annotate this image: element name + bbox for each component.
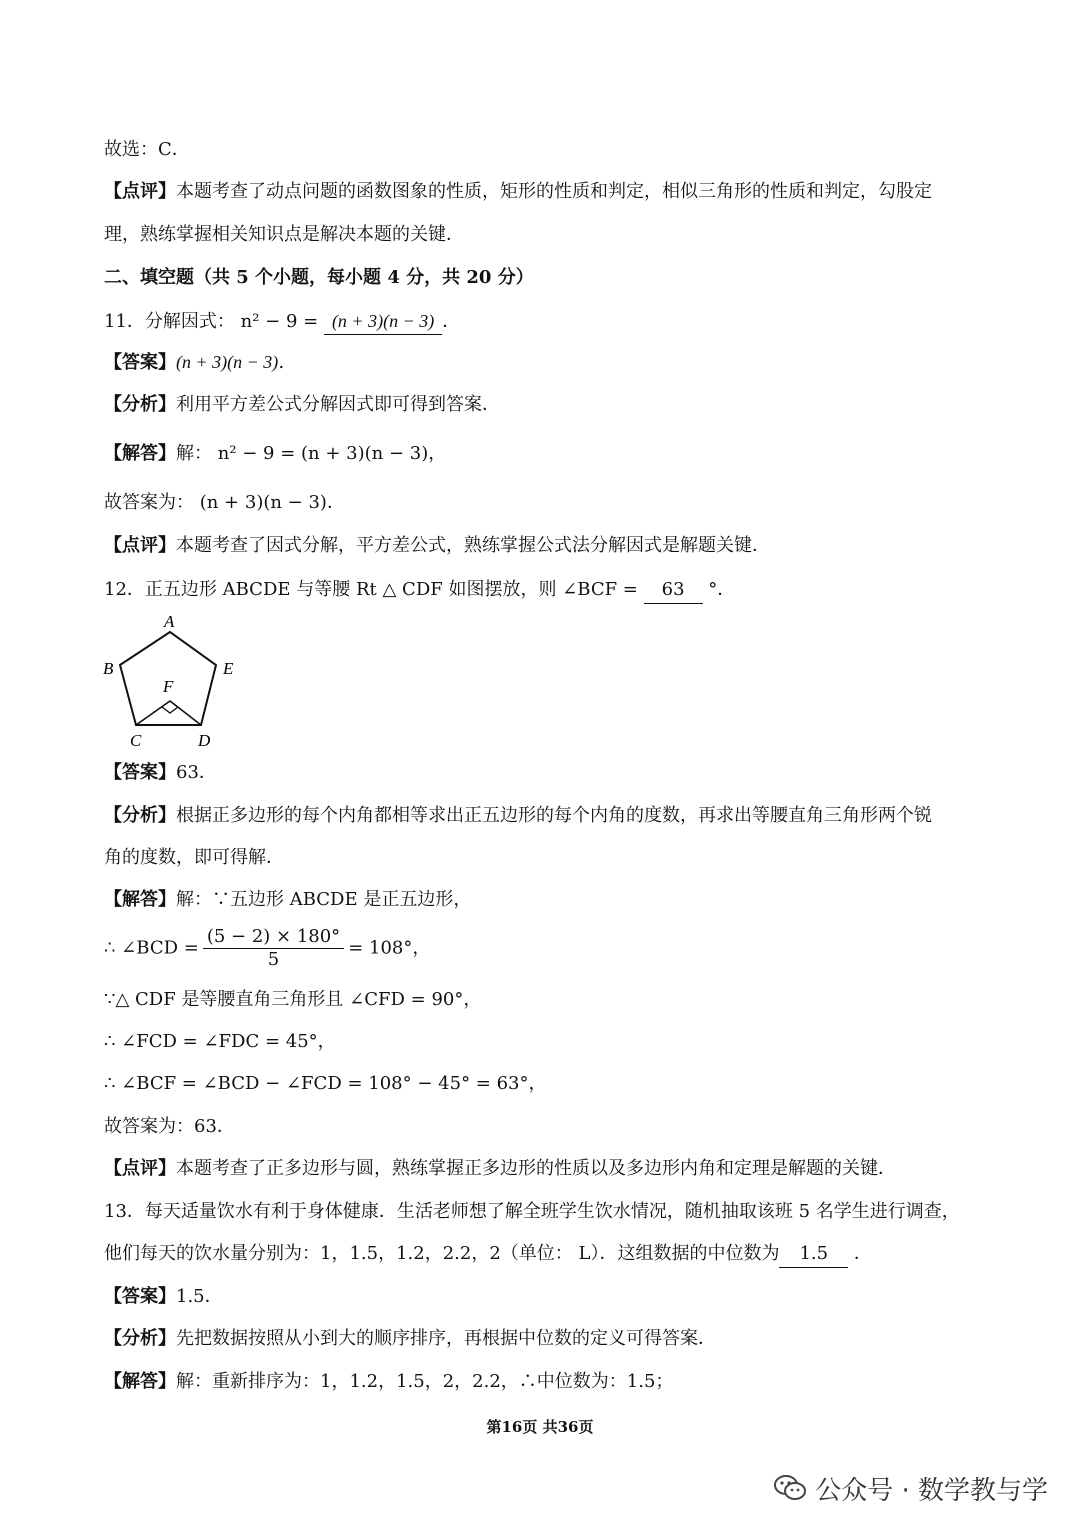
q11-solution: [104, 441, 446, 467]
watermark: [773, 1470, 1048, 1509]
q12-solution-line4: ∴ ∠FCD = ∠FDC = 45°，: [104, 1031, 336, 1052]
analysis-text: 先把数据按照从小到大的顺序排序，再根据中位数的定义可得答案．: [176, 1328, 716, 1349]
comment-text: 本题考查了正多边形与圆，熟练掌握正多边形的性质以及多边形内角和定理是解题的关键．: [176, 1158, 896, 1179]
tag-solution: 【解答】: [104, 443, 176, 464]
analysis-text: 利用平方差公式分解因式即可得到答案．: [176, 394, 500, 415]
fraction-numerator: (5 − 2) × 180°: [203, 926, 344, 949]
analysis-text: 根据正多边形的每个内角都相等求出正五边形的每个内角的度数，再求出等腰直角三角形两个锐: [176, 805, 932, 826]
solution-text: 解：∵五边形 ABCDE 是正五边形，: [176, 889, 472, 910]
q11-answer: [104, 349, 296, 376]
q12-stem-text: 12．正五边形 ABCDE 与等腰 Rt △ CDF 如图摆放，则 ∠BCF =: [104, 579, 644, 600]
s2-left: ∴ ∠BCD =: [104, 937, 199, 959]
tag-answer: 【答案】: [104, 352, 176, 373]
label-d: D: [198, 731, 211, 750]
label-c: C: [130, 731, 142, 750]
prev-comment-line1: [104, 179, 932, 205]
q12-solution-line3: ∵△ CDF 是等腰直角三角形且 ∠CFD = 90°，: [104, 989, 482, 1010]
q11-blank: (n + 3)(n − 3): [324, 308, 442, 335]
q11-analysis: [104, 392, 500, 418]
q11-final: 故答案为： (n + 3)(n − 3)．: [104, 492, 345, 513]
comment-text: 本题考查了动点问题的函数图象的性质，矩形的性质和判定，相似三角形的性质和判定，勾股定: [176, 181, 932, 202]
pentagon-figure: [98, 608, 248, 752]
tag-solution: 【解答】: [104, 889, 176, 910]
q11-comment: [104, 533, 770, 559]
tag-answer: 【答案】: [104, 762, 176, 783]
q13-blank: 1.5: [779, 1241, 848, 1268]
q13-solution: [104, 1369, 673, 1395]
tag-answer: 【答案】: [104, 1286, 176, 1307]
q12-stem-end: °．: [702, 579, 736, 600]
q12-analysis-line1: [104, 803, 932, 829]
section-title: 二、填空题（共 5 个小题，每小题 4 分，共 20 分）: [104, 267, 534, 288]
q11-stem: [104, 308, 460, 335]
label-f: F: [163, 677, 174, 696]
q12-blank: 63: [644, 577, 703, 604]
q13-stem-text: 他们每天的饮水量分别为：1，1.5，1.2，2.2，2（单位： L）．这组数据的中位数为: [104, 1243, 780, 1264]
tag-analysis: 【分析】: [104, 394, 176, 415]
q12-solution-line2: [104, 926, 430, 971]
right-angle-mark: [162, 707, 178, 713]
q12-analysis-line2: 角的度数，即可得解．: [104, 847, 284, 868]
q12-comment: [104, 1156, 896, 1182]
q12-stem: [104, 577, 735, 604]
tag-solution: 【解答】: [104, 1371, 176, 1392]
triangle-cdf: [136, 701, 201, 725]
wechat-icon: [773, 1474, 807, 1509]
answer-text: (n + 3)(n − 3)．: [176, 352, 297, 372]
fraction-denominator: 5: [267, 949, 280, 970]
q13-stem-end: ．: [848, 1243, 872, 1264]
answer-text: 1.5．: [176, 1286, 223, 1307]
solution-text: 解：重新排序为：1，1.2，1.5，2，2.2，∴中位数为：1.5；: [176, 1371, 674, 1392]
q12-solution-line5: ∴ ∠BCF = ∠BCD − ∠FCD = 108° − 45° = 63°，: [104, 1073, 547, 1094]
prev-choice: 故选：C．: [104, 139, 190, 160]
q13-analysis: [104, 1326, 716, 1352]
label-b: B: [103, 659, 114, 678]
label-a: A: [164, 612, 175, 631]
watermark-text: 公众号 · 数学教与学: [815, 1476, 1048, 1506]
q11-stem-end: ．: [442, 311, 461, 332]
tag-comment: 【点评】: [104, 181, 176, 202]
q13-stem-line2: [104, 1241, 872, 1268]
answer-text: 63．: [176, 762, 217, 783]
fraction: [203, 926, 344, 971]
q12-final: 故答案为：63．: [104, 1116, 235, 1137]
tag-analysis: 【分析】: [104, 1328, 176, 1349]
solution-text: 解： n² − 9 = (n + 3)(n − 3)，: [176, 443, 447, 464]
s2-right: = 108°，: [348, 937, 431, 959]
tag-analysis: 【分析】: [104, 805, 176, 826]
tag-comment: 【点评】: [104, 1158, 176, 1179]
q12-answer: [104, 760, 217, 786]
label-e: E: [223, 659, 234, 678]
q13-answer: [104, 1284, 223, 1310]
q11-stem-text: 11．分解因式： n² − 9 =: [104, 311, 324, 332]
q12-solution-line1: [104, 887, 471, 913]
page-footer: 第16页 共36页: [486, 1418, 594, 1436]
prev-comment-line2: 理，熟练掌握相关知识点是解决本题的关键．: [104, 224, 464, 245]
comment-text: 本题考查了因式分解，平方差公式，熟练掌握公式法分解因式是解题关键．: [176, 535, 770, 556]
q13-stem-line1: 13．每天适量饮水有利于身体健康．生活老师想了解全班学生饮水情况，随机抽取该班 5 名学生进行调查，: [104, 1201, 960, 1222]
tag-comment: 【点评】: [104, 535, 176, 556]
